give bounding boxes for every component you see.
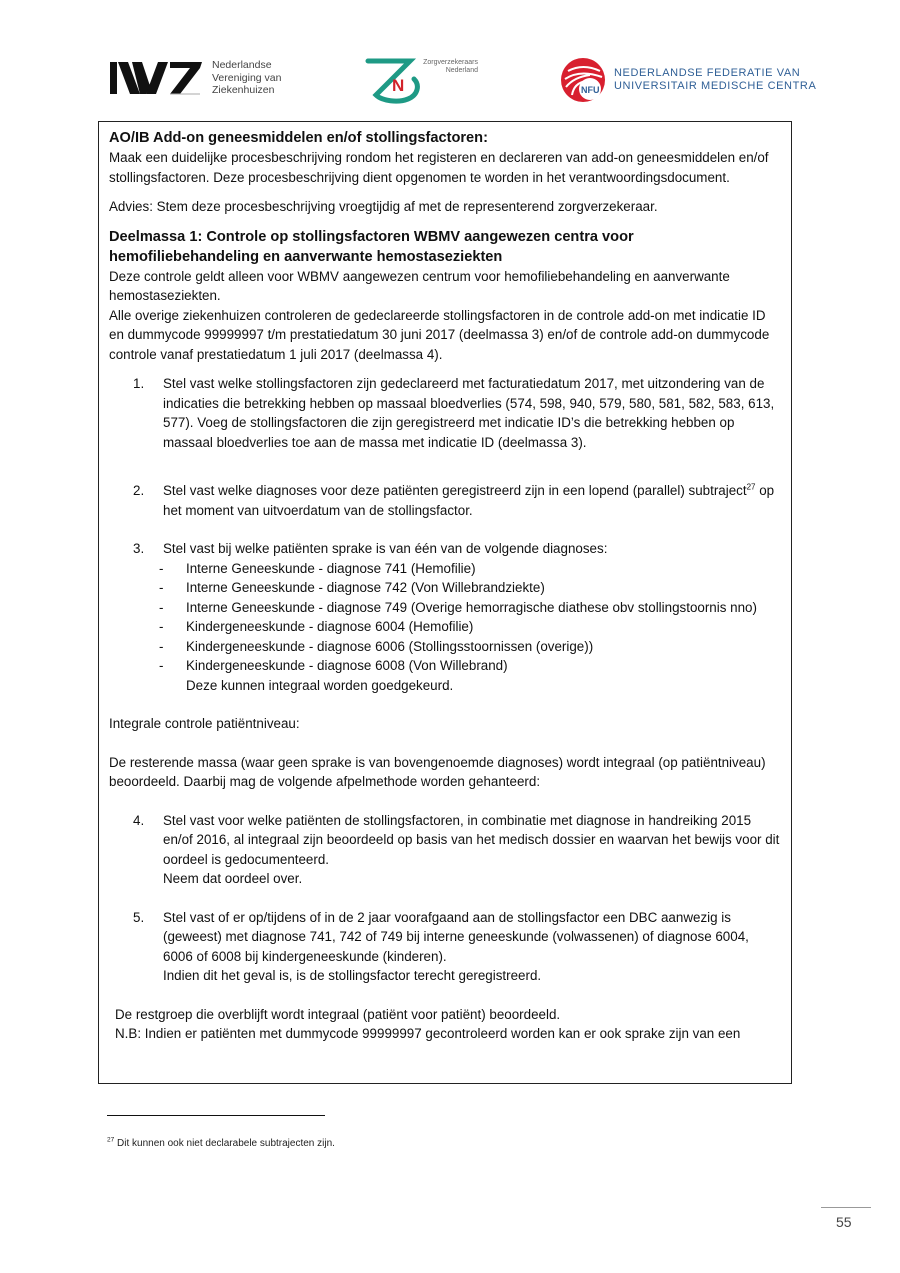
steps-list-2 [109,811,781,986]
closing-text-2: N.B: Indien er patiënten met dummycode 99999997 gecontroleerd worden kan er ook sprake zijn van een [115,1026,741,1041]
nvz-mark-icon [110,60,202,96]
step-number: 1. [133,376,145,391]
steps-list [109,374,781,559]
step-number: 5. [133,909,145,925]
list-item-diagnosis: - Interne Geneeskunde - diagnose 749 (Overige hemorragische diathese obv stollingstoornis nno) [159,599,757,615]
section-title-ao-ib: AO/IB Add-on geneesmiddelen en/of stollingsfactoren: [109,130,488,146]
nfu-letters: NFU [581,85,600,95]
zn-mark-icon [364,55,426,105]
nfu-logo [560,57,816,103]
step-text: Stel vast welke diagnoses voor deze patiënten geregistreerd zijn in een lopend (parallel) subtraject [163,483,747,498]
zn-logo [364,55,478,105]
list-item-diagnosis: - Kindergeneeskunde - diagnose 6006 (Stollingsstoornissen (overige)) [159,638,594,654]
nfu-mark-icon [560,57,608,103]
list-item-diagnosis: - Interne Geneeskunde - diagnose 742 (Von Willebrandziekte) [159,580,545,595]
diagnosis-text: Interne Geneeskunde - diagnose 749 (Overige hemorragische diathese obv stollingstoornis nno) [186,599,757,615]
list-item-diagnosis: - Kindergeneeskunde - diagnose 6004 (Hemofilie) [159,619,474,634]
section-title-deelmassa-1: Deelmassa 1: Controle op stollingsfactoren WBMV aangewezen centra voor hemofiliebehandeling en aanverwante hemostaseziekten [109,228,634,265]
step-number: 2. [133,483,145,498]
intro-paragraph-2: Alle overige ziekenhuizen controleren de gedeclareerde stollingsfactoren in de controle add-on met indicatie ID en dummycode 99999997 t/m prestatiedatum 30 juni 2017 (deelmassa 3) en/of de controle add-on dummycode controle vanaf prestatiedatum 1 juli 2017 (deelmassa 4). [109,307,770,362]
list-item-step-1 [109,374,781,452]
step-text-2: Neem dat oordeel over. [163,871,303,886]
step-text-after: op het moment van uitvoerdatum van de stollingsfactor. [163,483,775,518]
step-number: 3. [133,541,145,556]
list-item-diagnosis: - Kindergeneeskunde - diagnose 6008 (Von Willebrand) [159,658,508,673]
footnote-separator [107,1115,325,1116]
footnote-number: 27 [107,1136,115,1144]
closing-text-1: De restgroep die overblijft wordt integraal (patiënt voor patiënt) beoordeeld. [115,1006,561,1022]
nvz-line-3: Ziekenhuizen [212,84,275,96]
list-item-step-5 [109,908,781,986]
diagnosis-text: Kindergeneeskunde - diagnose 6004 (Hemofilie) [186,619,474,634]
zn-line-2: Nederland [445,67,478,74]
list-item-step-4 [109,811,781,889]
step-text-2: Indien dit het geval is, is de stollingsfactor terecht geregistreerd. [163,968,542,983]
integral-heading: Integrale controle patiëntniveau: [109,716,300,731]
step-text: Stel vast welke stollingsfactoren zijn gedeclareerd met facturatiedatum 2017, met uitzondering van de indicaties die betrekking hebben op massaal bloedverlies (574, 598, 940, 579, 580, 581, 582, 583, 613, 577). Voeg de stollingsfactoren die zijn geregistreerd met indicatie ID’s die betrekking hebben op massaal bloedverlies toe aan de massa met indicatie ID (deelmassa 3). [163,376,775,450]
footnote-ref[interactable]: 27 [746,482,756,492]
nvz-logo [110,59,281,97]
diagnosis-text: Kindergeneeskunde - diagnose 6006 (Stollingsstoornissen (overige)) [186,638,594,654]
diagnoses-tail: Deze kunnen integraal worden goedgekeurd. [186,677,454,693]
advice-text: Advies: Stem deze procesbeschrijving vroegtijdig af met de representerend zorgverzekeraar. [109,199,658,214]
list-item-step-3 [109,539,781,559]
content-box [98,121,792,1084]
intro-paragraph-1: Deze controle geldt alleen voor WBMV aangewezen centrum voor hemofiliebehandeling en aanverwante hemostaseziekten. [109,268,730,303]
nfu-line-1: NEDERLANDSE FEDERATIE VAN [614,67,801,79]
footnote-text: Dit kunnen ook niet declarabele subtrajecten zijn. [117,1138,335,1149]
diagnoses-list [109,559,781,676]
footnote [107,1138,335,1149]
diagnosis-text: Kindergeneeskunde - diagnose 6008 (Von Willebrand) [186,658,508,673]
step-text: Stel vast bij welke patiënten sprake is van één van de volgende diagnoses: [163,541,608,556]
nvz-line-1: Nederlandse [212,59,272,71]
list-item-step-2 [109,481,781,520]
diagnosis-text: Interne Geneeskunde - diagnose 742 (Von Willebrandziekte) [186,580,545,595]
step-text: Stel vast voor welke patiënten de stollingsfactoren, in combinatie met diagnose in handreiking 2015 en/of 2016, al integraal zijn beoordeeld op basis van het medisch dossier en waarvan het bewijs voor dit oordeel is gedocumenteerd. [163,812,780,867]
section-body-ao-ib: Maak een duidelijke procesbeschrijving rondom het registeren en declareren van add-on geneesmiddelen en/of stollingsfactoren. Deze procesbeschrijving dient opgenomen te worden in het verantwoordingsdocument. [109,150,769,185]
page-header [0,55,900,105]
list-item-diagnosis: - Interne Geneeskunde - diagnose 741 (Hemofilie) [159,560,476,576]
nfu-line-2: UNIVERSITAIR MEDISCHE CENTRA [614,80,817,92]
diagnosis-text: Interne Geneeskunde - diagnose 741 (Hemofilie) [186,560,476,576]
zn-letter: N [392,76,405,95]
nvz-line-2: Vereniging van [212,71,282,84]
page-number-rule [821,1207,871,1208]
step-number: 4. [133,812,145,828]
zn-line-1: Zorgverzekeraars [423,59,478,66]
step-text: Stel vast of er op/tijdens of in de 2 jaar voorafgaand aan de stollingsfactor een DBC aanwezig is (geweest) met diagnose 741, 742 of 749 bij interne geneeskunde (volwassenen) of diagnose 6004, 6006 of 6008 bij kindergeneeskunde (kinderen). [163,909,749,964]
page-number: 55 [836,1214,852,1230]
integral-body: De resterende massa (waar geen sprake is van bovengenoemde diagnoses) wordt integraal (op patiëntniveau) beoordeeld. Daarbij mag de volgende afpelmethode worden gehanteerd: [109,754,766,789]
